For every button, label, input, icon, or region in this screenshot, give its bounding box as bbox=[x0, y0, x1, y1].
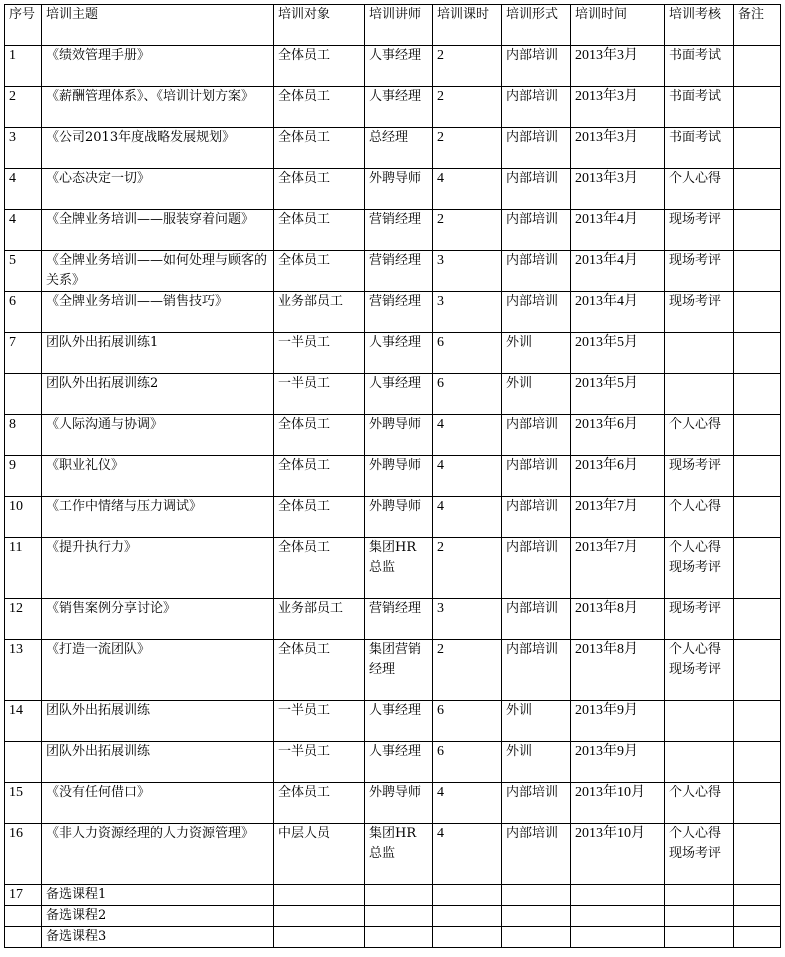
cell-hours bbox=[433, 885, 502, 906]
cell-audience: 全体员工 bbox=[274, 783, 365, 824]
cell-topic: 《非人力资源经理的人力资源管理》 bbox=[42, 824, 274, 885]
cell-note bbox=[734, 927, 781, 948]
cell-assessment bbox=[665, 701, 734, 742]
cell-format: 内部培训 bbox=[502, 497, 571, 538]
cell-trainer: 营销经理 bbox=[365, 599, 433, 640]
cell-note bbox=[734, 640, 781, 701]
cell-note bbox=[734, 885, 781, 906]
header-format: 培训形式 bbox=[502, 5, 571, 46]
cell-topic: 《薪酬管理体系》、《培训计划方案》 bbox=[42, 87, 274, 128]
table-row bbox=[5, 640, 781, 701]
cell-assessment: 现场考评 bbox=[665, 251, 734, 292]
cell-format: 外训 bbox=[502, 374, 571, 415]
cell-no: 4 bbox=[5, 210, 42, 251]
cell-format: 外训 bbox=[502, 333, 571, 374]
cell-topic: 《提升执行力》 bbox=[42, 538, 274, 599]
cell-hours: 6 bbox=[433, 701, 502, 742]
cell-topic: 备选课程2 bbox=[42, 906, 274, 927]
cell-audience: 全体员工 bbox=[274, 46, 365, 87]
table-row bbox=[5, 169, 781, 210]
header-topic: 培训主题 bbox=[42, 5, 274, 46]
cell-time: 2013年6月 bbox=[571, 456, 665, 497]
cell-audience bbox=[274, 927, 365, 948]
table-row bbox=[5, 497, 781, 538]
cell-no: 7 bbox=[5, 333, 42, 374]
cell-topic: 备选课程3 bbox=[42, 927, 274, 948]
cell-audience: 全体员工 bbox=[274, 210, 365, 251]
cell-no bbox=[5, 927, 42, 948]
cell-no: 5 bbox=[5, 251, 42, 292]
cell-note bbox=[734, 456, 781, 497]
table-row bbox=[5, 292, 781, 333]
cell-topic: 《没有任何借口》 bbox=[42, 783, 274, 824]
table-row bbox=[5, 46, 781, 87]
cell-format: 内部培训 bbox=[502, 46, 571, 87]
cell-trainer: 外聘导师 bbox=[365, 497, 433, 538]
cell-no bbox=[5, 374, 42, 415]
cell-time: 2013年9月 bbox=[571, 742, 665, 783]
cell-format bbox=[502, 885, 571, 906]
table-row bbox=[5, 906, 781, 927]
cell-note bbox=[734, 87, 781, 128]
cell-topic: 《心态决定一切》 bbox=[42, 169, 274, 210]
cell-hours: 2 bbox=[433, 640, 502, 701]
cell-no: 13 bbox=[5, 640, 42, 701]
cell-trainer: 外聘导师 bbox=[365, 783, 433, 824]
cell-note bbox=[734, 742, 781, 783]
cell-audience: 中层人员 bbox=[274, 824, 365, 885]
cell-format: 外训 bbox=[502, 701, 571, 742]
cell-audience: 一半员工 bbox=[274, 374, 365, 415]
header-trainer: 培训讲师 bbox=[365, 5, 433, 46]
cell-format: 内部培训 bbox=[502, 251, 571, 292]
cell-format: 内部培训 bbox=[502, 599, 571, 640]
cell-assessment bbox=[665, 374, 734, 415]
cell-hours: 3 bbox=[433, 599, 502, 640]
cell-note bbox=[734, 415, 781, 456]
cell-note bbox=[734, 538, 781, 599]
cell-assessment bbox=[665, 885, 734, 906]
cell-hours: 3 bbox=[433, 292, 502, 333]
table-row bbox=[5, 599, 781, 640]
cell-topic: 《人际沟通与协调》 bbox=[42, 415, 274, 456]
table-row bbox=[5, 701, 781, 742]
cell-hours: 6 bbox=[433, 374, 502, 415]
cell-audience: 一半员工 bbox=[274, 742, 365, 783]
cell-audience: 全体员工 bbox=[274, 87, 365, 128]
cell-no: 2 bbox=[5, 87, 42, 128]
cell-note bbox=[734, 599, 781, 640]
cell-hours: 4 bbox=[433, 497, 502, 538]
header-no: 序号 bbox=[5, 5, 42, 46]
cell-assessment: 个人心得 bbox=[665, 783, 734, 824]
cell-no: 9 bbox=[5, 456, 42, 497]
cell-hours: 3 bbox=[433, 251, 502, 292]
table-row bbox=[5, 87, 781, 128]
table-row bbox=[5, 742, 781, 783]
cell-format: 内部培训 bbox=[502, 783, 571, 824]
cell-time: 2013年3月 bbox=[571, 128, 665, 169]
cell-assessment: 书面考试 bbox=[665, 128, 734, 169]
cell-time: 2013年3月 bbox=[571, 169, 665, 210]
cell-assessment: 个人心得 bbox=[665, 169, 734, 210]
cell-audience: 全体员工 bbox=[274, 497, 365, 538]
cell-time: 2013年3月 bbox=[571, 87, 665, 128]
cell-time: 2013年10月 bbox=[571, 783, 665, 824]
cell-time bbox=[571, 927, 665, 948]
cell-audience: 一半员工 bbox=[274, 701, 365, 742]
cell-assessment: 个人心得现场考评 bbox=[665, 824, 734, 885]
cell-format: 内部培训 bbox=[502, 87, 571, 128]
cell-no: 4 bbox=[5, 169, 42, 210]
cell-format: 内部培训 bbox=[502, 128, 571, 169]
cell-assessment: 现场考评 bbox=[665, 599, 734, 640]
cell-trainer bbox=[365, 906, 433, 927]
cell-trainer: 外聘导师 bbox=[365, 415, 433, 456]
header-note: 备注 bbox=[734, 5, 781, 46]
cell-time: 2013年5月 bbox=[571, 374, 665, 415]
cell-assessment bbox=[665, 906, 734, 927]
cell-hours: 4 bbox=[433, 169, 502, 210]
cell-format: 内部培训 bbox=[502, 456, 571, 497]
cell-format: 内部培训 bbox=[502, 169, 571, 210]
cell-time: 2013年6月 bbox=[571, 415, 665, 456]
cell-hours: 2 bbox=[433, 87, 502, 128]
header-assessment: 培训考核 bbox=[665, 5, 734, 46]
cell-audience: 全体员工 bbox=[274, 640, 365, 701]
cell-trainer: 总经理 bbox=[365, 128, 433, 169]
cell-hours bbox=[433, 906, 502, 927]
cell-assessment bbox=[665, 333, 734, 374]
cell-trainer: 外聘导师 bbox=[365, 456, 433, 497]
header-time: 培训时间 bbox=[571, 5, 665, 46]
cell-no: 11 bbox=[5, 538, 42, 599]
cell-hours: 2 bbox=[433, 128, 502, 169]
cell-trainer bbox=[365, 927, 433, 948]
cell-trainer: 营销经理 bbox=[365, 251, 433, 292]
cell-hours: 2 bbox=[433, 538, 502, 599]
cell-time: 2013年4月 bbox=[571, 251, 665, 292]
cell-audience: 全体员工 bbox=[274, 251, 365, 292]
cell-assessment: 个人心得现场考评 bbox=[665, 640, 734, 701]
cell-trainer: 集团HR总监 bbox=[365, 538, 433, 599]
cell-format: 内部培训 bbox=[502, 292, 571, 333]
cell-time: 2013年9月 bbox=[571, 701, 665, 742]
cell-note bbox=[734, 210, 781, 251]
cell-trainer: 外聘导师 bbox=[365, 169, 433, 210]
cell-assessment bbox=[665, 742, 734, 783]
table-row bbox=[5, 456, 781, 497]
cell-topic: 《销售案例分享讨论》 bbox=[42, 599, 274, 640]
cell-hours: 4 bbox=[433, 456, 502, 497]
cell-time: 2013年8月 bbox=[571, 640, 665, 701]
header-audience: 培训对象 bbox=[274, 5, 365, 46]
cell-time bbox=[571, 885, 665, 906]
cell-note bbox=[734, 169, 781, 210]
cell-assessment: 现场考评 bbox=[665, 210, 734, 251]
cell-time bbox=[571, 906, 665, 927]
cell-topic: 《全牌业务培训——服装穿着问题》 bbox=[42, 210, 274, 251]
cell-topic: 团队外出拓展训练 bbox=[42, 742, 274, 783]
cell-topic: 团队外出拓展训练1 bbox=[42, 333, 274, 374]
cell-topic: 团队外出拓展训练 bbox=[42, 701, 274, 742]
cell-assessment bbox=[665, 927, 734, 948]
cell-trainer bbox=[365, 885, 433, 906]
cell-hours: 4 bbox=[433, 415, 502, 456]
table-row bbox=[5, 538, 781, 599]
cell-no: 6 bbox=[5, 292, 42, 333]
cell-audience: 全体员工 bbox=[274, 128, 365, 169]
cell-no: 3 bbox=[5, 128, 42, 169]
cell-hours: 2 bbox=[433, 210, 502, 251]
cell-hours: 4 bbox=[433, 783, 502, 824]
cell-no: 15 bbox=[5, 783, 42, 824]
cell-time: 2013年10月 bbox=[571, 824, 665, 885]
cell-time: 2013年4月 bbox=[571, 292, 665, 333]
cell-topic: 《全牌业务培训——销售技巧》 bbox=[42, 292, 274, 333]
cell-topic: 团队外出拓展训练2 bbox=[42, 374, 274, 415]
cell-assessment: 个人心得 bbox=[665, 415, 734, 456]
table-row bbox=[5, 783, 781, 824]
cell-format: 内部培训 bbox=[502, 824, 571, 885]
cell-time: 2013年7月 bbox=[571, 538, 665, 599]
header-hours: 培训课时 bbox=[433, 5, 502, 46]
table-row bbox=[5, 824, 781, 885]
table-row bbox=[5, 927, 781, 948]
cell-topic: 《打造一流团队》 bbox=[42, 640, 274, 701]
cell-audience: 全体员工 bbox=[274, 538, 365, 599]
table-row bbox=[5, 333, 781, 374]
cell-hours: 6 bbox=[433, 333, 502, 374]
cell-hours: 2 bbox=[433, 46, 502, 87]
table-row bbox=[5, 415, 781, 456]
cell-note bbox=[734, 251, 781, 292]
cell-time: 2013年7月 bbox=[571, 497, 665, 538]
cell-trainer: 人事经理 bbox=[365, 87, 433, 128]
cell-trainer: 集团HR总监 bbox=[365, 824, 433, 885]
cell-trainer: 集团营销经理 bbox=[365, 640, 433, 701]
cell-note bbox=[734, 701, 781, 742]
cell-assessment: 书面考试 bbox=[665, 87, 734, 128]
cell-audience: 业务部员工 bbox=[274, 292, 365, 333]
cell-audience bbox=[274, 906, 365, 927]
cell-format bbox=[502, 927, 571, 948]
training-schedule-table bbox=[4, 4, 781, 948]
table-row bbox=[5, 885, 781, 906]
table-row bbox=[5, 374, 781, 415]
cell-no bbox=[5, 906, 42, 927]
cell-no: 10 bbox=[5, 497, 42, 538]
cell-audience: 全体员工 bbox=[274, 456, 365, 497]
cell-topic: 《绩效管理手册》 bbox=[42, 46, 274, 87]
cell-audience: 全体员工 bbox=[274, 415, 365, 456]
cell-assessment: 书面考试 bbox=[665, 46, 734, 87]
cell-topic: 《全牌业务培训——如何处理与顾客的关系》 bbox=[42, 251, 274, 292]
table-row bbox=[5, 251, 781, 292]
cell-trainer: 人事经理 bbox=[365, 333, 433, 374]
cell-hours: 4 bbox=[433, 824, 502, 885]
cell-format: 内部培训 bbox=[502, 210, 571, 251]
cell-trainer: 营销经理 bbox=[365, 292, 433, 333]
cell-format: 内部培训 bbox=[502, 415, 571, 456]
cell-note bbox=[734, 46, 781, 87]
cell-trainer: 人事经理 bbox=[365, 374, 433, 415]
cell-assessment: 现场考评 bbox=[665, 456, 734, 497]
cell-note bbox=[734, 292, 781, 333]
cell-note bbox=[734, 783, 781, 824]
cell-time: 2013年8月 bbox=[571, 599, 665, 640]
cell-no: 8 bbox=[5, 415, 42, 456]
cell-topic: 《职业礼仪》 bbox=[42, 456, 274, 497]
cell-topic: 《公司2013年度战略发展规划》 bbox=[42, 128, 274, 169]
cell-no: 12 bbox=[5, 599, 42, 640]
cell-audience: 全体员工 bbox=[274, 169, 365, 210]
cell-topic: 《工作中情绪与压力调试》 bbox=[42, 497, 274, 538]
cell-format: 内部培训 bbox=[502, 538, 571, 599]
cell-note bbox=[734, 497, 781, 538]
cell-audience: 业务部员工 bbox=[274, 599, 365, 640]
cell-trainer: 营销经理 bbox=[365, 210, 433, 251]
cell-time: 2013年3月 bbox=[571, 46, 665, 87]
cell-audience: 一半员工 bbox=[274, 333, 365, 374]
cell-note bbox=[734, 824, 781, 885]
cell-hours: 6 bbox=[433, 742, 502, 783]
table-row bbox=[5, 210, 781, 251]
cell-no: 17 bbox=[5, 885, 42, 906]
cell-no: 14 bbox=[5, 701, 42, 742]
cell-time: 2013年4月 bbox=[571, 210, 665, 251]
cell-note bbox=[734, 333, 781, 374]
cell-trainer: 人事经理 bbox=[365, 701, 433, 742]
cell-trainer: 人事经理 bbox=[365, 46, 433, 87]
cell-topic: 备选课程1 bbox=[42, 885, 274, 906]
cell-note bbox=[734, 374, 781, 415]
cell-assessment: 个人心得现场考评 bbox=[665, 538, 734, 599]
cell-no bbox=[5, 742, 42, 783]
cell-assessment: 个人心得 bbox=[665, 497, 734, 538]
cell-note bbox=[734, 128, 781, 169]
cell-assessment: 现场考评 bbox=[665, 292, 734, 333]
cell-time: 2013年5月 bbox=[571, 333, 665, 374]
cell-no: 1 bbox=[5, 46, 42, 87]
cell-format: 外训 bbox=[502, 742, 571, 783]
table-row bbox=[5, 128, 781, 169]
header-row bbox=[5, 5, 781, 46]
cell-trainer: 人事经理 bbox=[365, 742, 433, 783]
cell-note bbox=[734, 906, 781, 927]
cell-no: 16 bbox=[5, 824, 42, 885]
cell-format: 内部培训 bbox=[502, 640, 571, 701]
cell-format bbox=[502, 906, 571, 927]
cell-hours bbox=[433, 927, 502, 948]
cell-audience bbox=[274, 885, 365, 906]
